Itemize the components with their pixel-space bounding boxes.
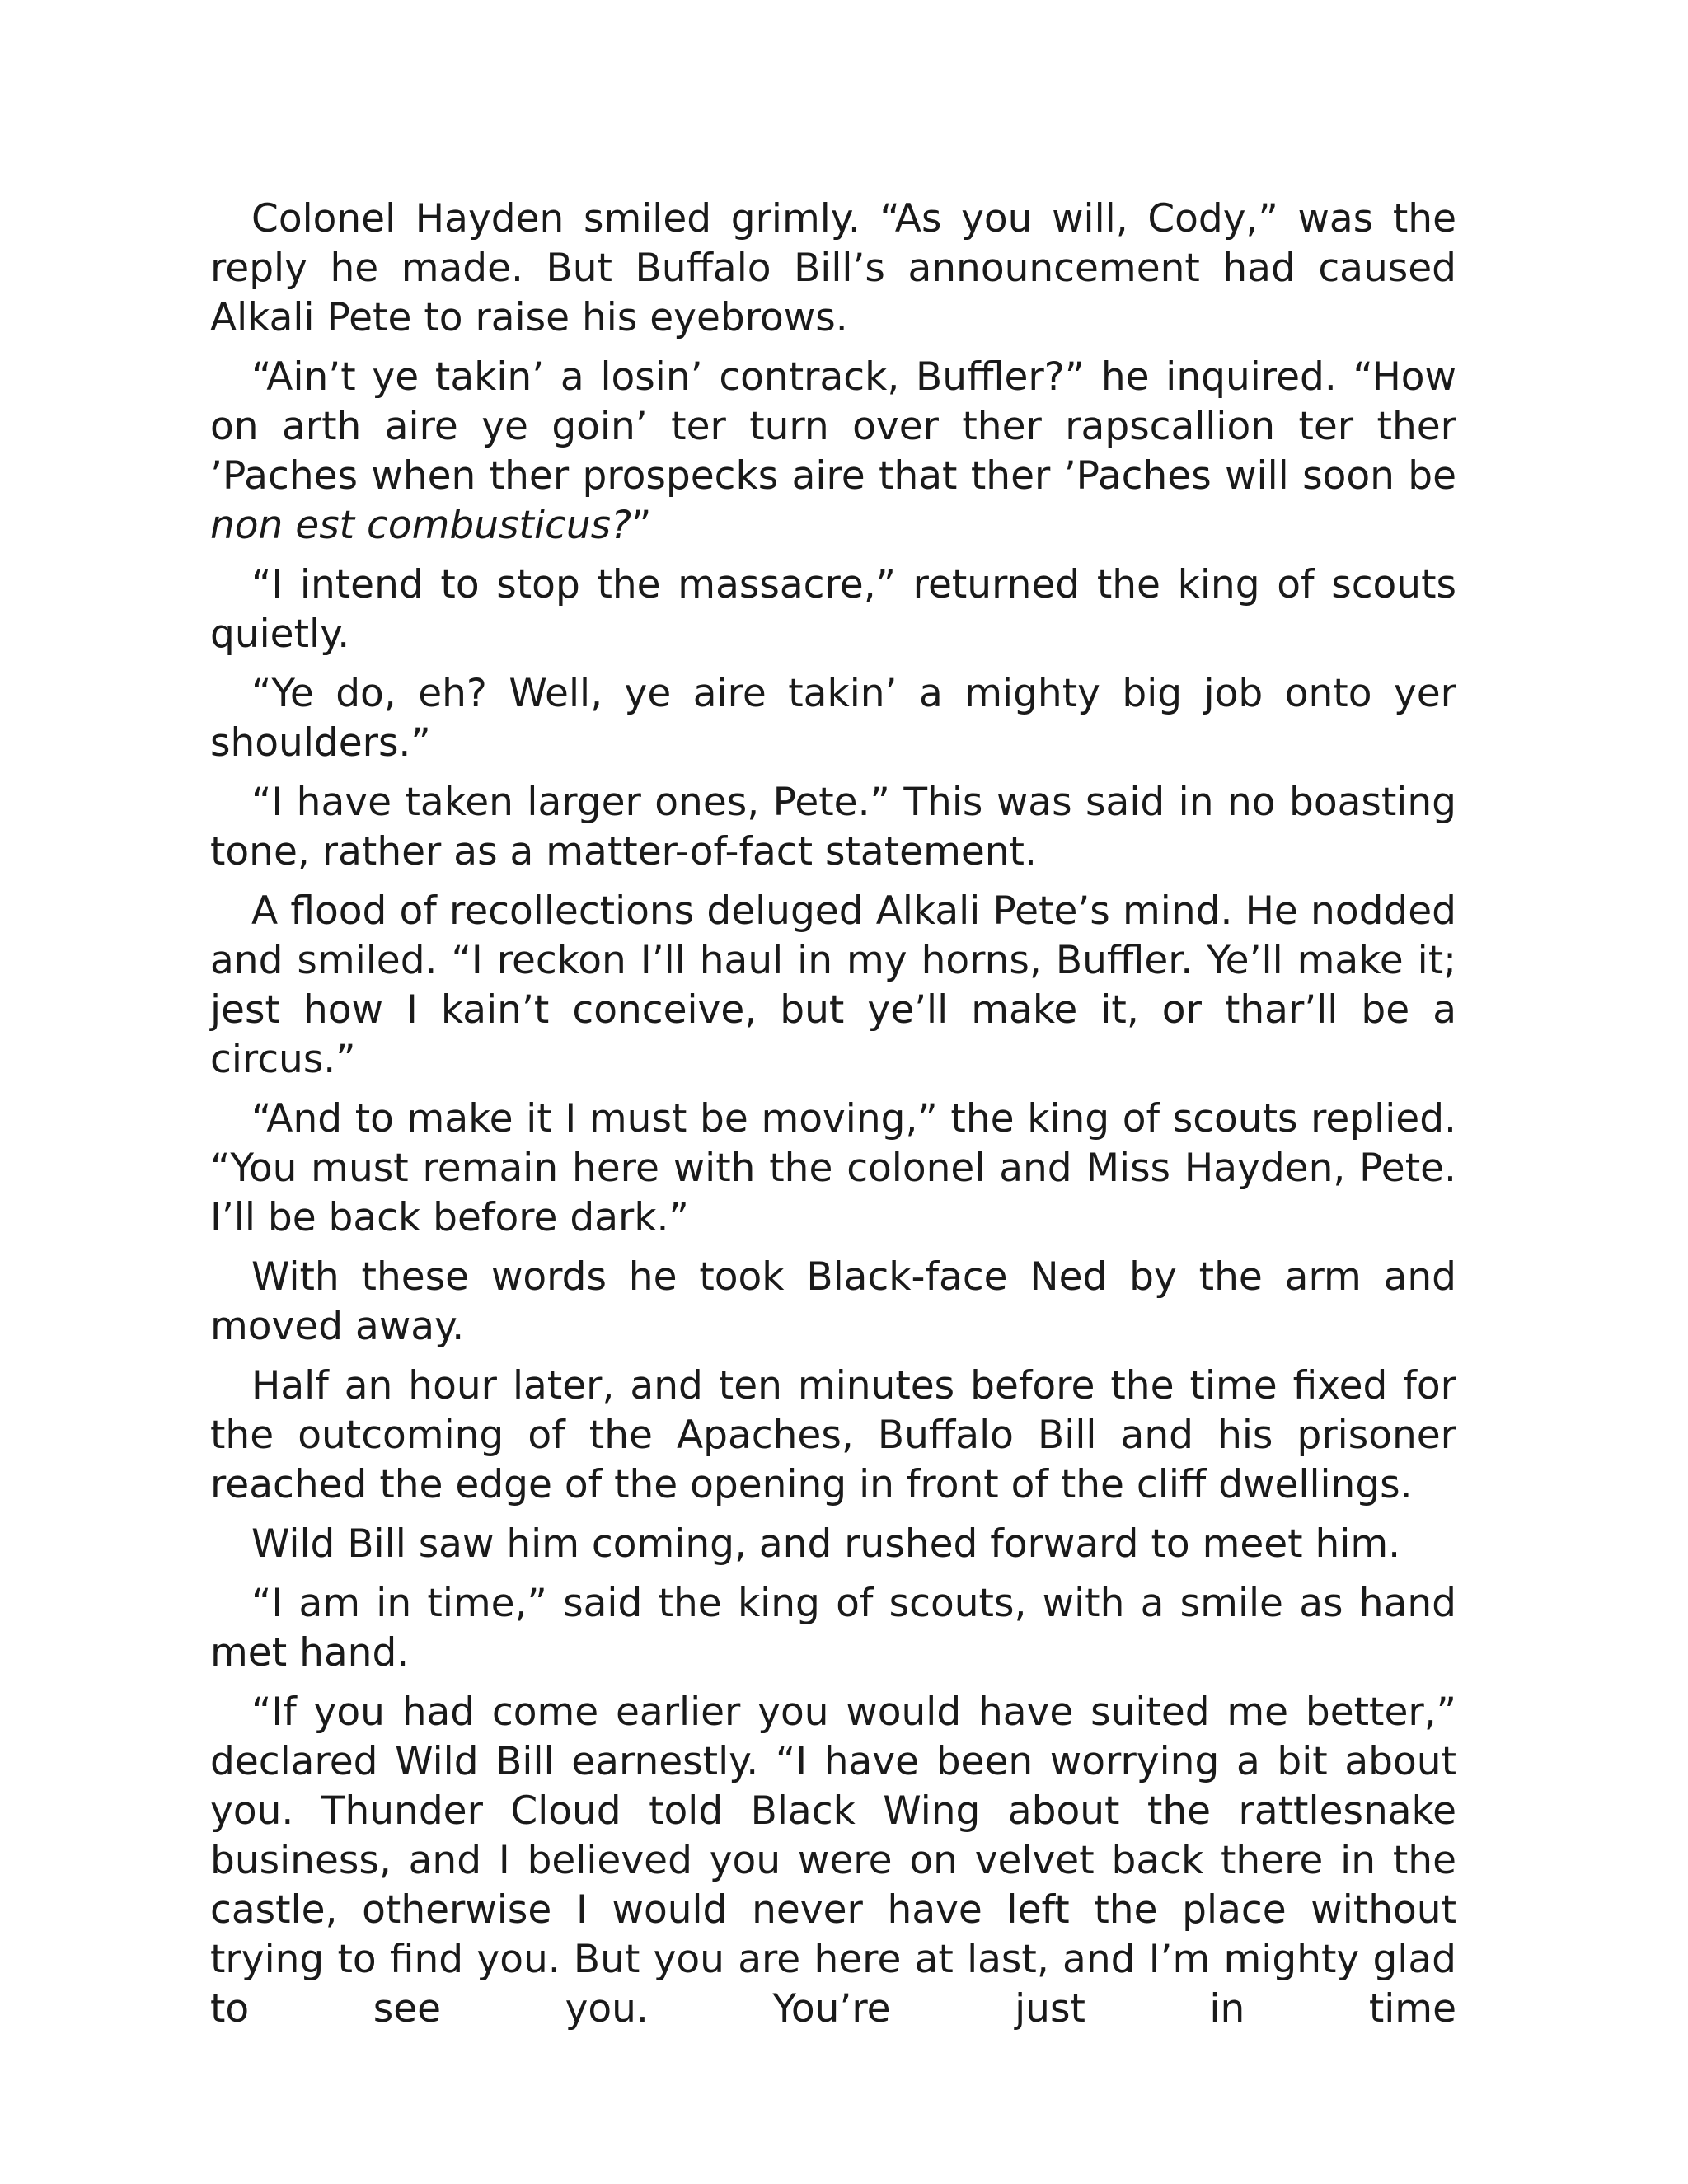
paragraph-3: “I intend to stop the massacre,” returned the king of scouts quietly. xyxy=(210,562,1456,657)
paragraph-2-text: “Ain’t ye takin’ a losin’ contrack, Buffler?” he inquired. “How on arth aire ye goin’ ter turn over ther rapscallion ter ther ’Paches when ther prospecks aire that ther ’Paches will soon be xyxy=(210,354,1456,499)
paragraph-11: “I am in time,” said the king of scouts, with a smile as hand met hand. xyxy=(210,1581,1456,1675)
paragraph-5: “I have taken larger ones, Pete.” This was said in no boasting tone, rather as a matter-of-fact statement. xyxy=(210,780,1456,874)
paragraph-4: “Ye do, eh? Well, ye aire takin’ a mighty big job onto yer shoulders.” xyxy=(210,671,1456,766)
paragraph-10: Wild Bill saw him coming, and rushed forward to meet him. xyxy=(251,1521,1401,1567)
paragraph-8: With these words he took Black-face Ned by the arm and moved away. xyxy=(210,1254,1456,1349)
paragraph-9: Half an hour later, and ten minutes before the time fixed for the outcoming of the Apaches, Buffalo Bill and his prisoner reached the edge of the opening in front of the cliff dwellings. xyxy=(210,1363,1456,1507)
body-text xyxy=(210,194,1456,2044)
paragraph-1: Colonel Hayden smiled grimly. “As you will, Cody,” was the reply he made. But Buffalo Bill’s announcement had caused Alkali Pete to raise his eyebrows. xyxy=(210,196,1456,340)
paragraph-2-italic: non est combusticus? xyxy=(210,503,632,548)
paragraph-2 xyxy=(210,353,1456,551)
paragraph-2-close-quote: ” xyxy=(631,503,652,548)
paragraph-6: A flood of recollections deluged Alkali Pete’s mind. He nodded and smiled. “I reckon I’ll haul in my horns, Buffler. Ye’ll make it; jest how I kain’t conceive, but ye’ll make it, or thar’ll be a circus.” xyxy=(210,888,1456,1082)
paragraph-7: “And to make it I must be moving,” the king of scouts replied. “You must remain here with the colonel and Miss Hayden, Pete. I’ll be back before dark.” xyxy=(210,1096,1456,1240)
paragraph-12: “If you had come earlier you would have suited me better,” declared Wild Bill earnestly. “I have been worrying a bit about you. Thunder Cloud told Black Wing about the rattlesnake business, and I believed you were on velvet back there in the castle, otherwise I would never have left the place without trying to find you. But you are here at last, and I’m mighty glad to see you. You’re just in time xyxy=(210,1690,1456,2032)
